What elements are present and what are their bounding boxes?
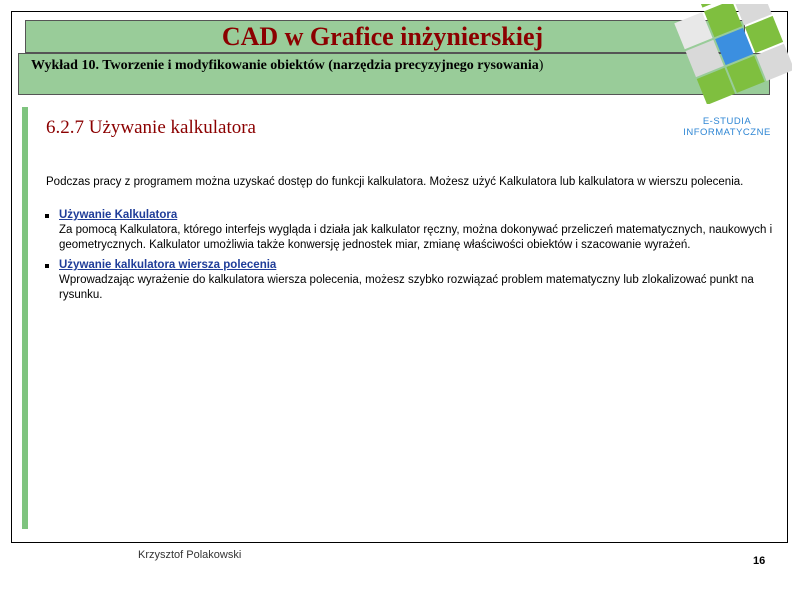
page-title: CAD w Grafice inżynierskiej <box>221 22 544 51</box>
lecture-subtitle <box>31 58 543 74</box>
link-kalkulator-wiersza-polecenia[interactable]: Używanie kalkulatora wiersza polecenia <box>59 259 277 271</box>
e-studia-logo-text <box>672 116 782 138</box>
bullet-icon <box>45 264 49 268</box>
intro-paragraph: Podczas pracy z programem można uzyskać dostęp do funkcji kalkulatora. Możesz użyć Kalkulatora lub kalkulatora w wierszu polecenia. <box>46 176 744 188</box>
logo-line-2: INFORMATYCZNE <box>683 127 771 138</box>
left-accent-strip <box>22 107 28 529</box>
link-uzywanie-kalkulatora[interactable]: Używanie Kalkulatora <box>59 209 178 221</box>
lecture-subtitle-end: ) <box>538 58 544 73</box>
page-number: 16 <box>753 555 766 567</box>
logo-line-1: E-STUDIA <box>702 116 752 127</box>
e-studia-logo-icon <box>662 4 792 104</box>
section-heading: 6.2.7 Używanie kalkulatora <box>46 117 256 138</box>
list-item-description: Wprowadzając wyrażenie do kalkulatora wiersza polecenia, możesz szybko rozwiązać problem matematyczny lub zlokalizować punkt na rysunku. <box>59 274 754 301</box>
lecture-subtitle-text: Wykład 10. Tworzenie i modyfikowanie obiektów (narzędzia precyzyjnego rysowania <box>31 58 539 73</box>
list-item-description: Za pomocą Kalkulatora, którego interfejs wygląda i działa jak kalkulator ręczny, można dokonywać przeliczeń matematycznych, naukowych i geometrycznych. Kalkulator umożliwia także konwersję jednostek miar, zmianę właściwości obiektów i szacowanie wyrażeń. <box>59 224 773 251</box>
footer-author: Krzysztof Polakowski <box>138 549 242 561</box>
bullet-icon <box>45 214 49 218</box>
